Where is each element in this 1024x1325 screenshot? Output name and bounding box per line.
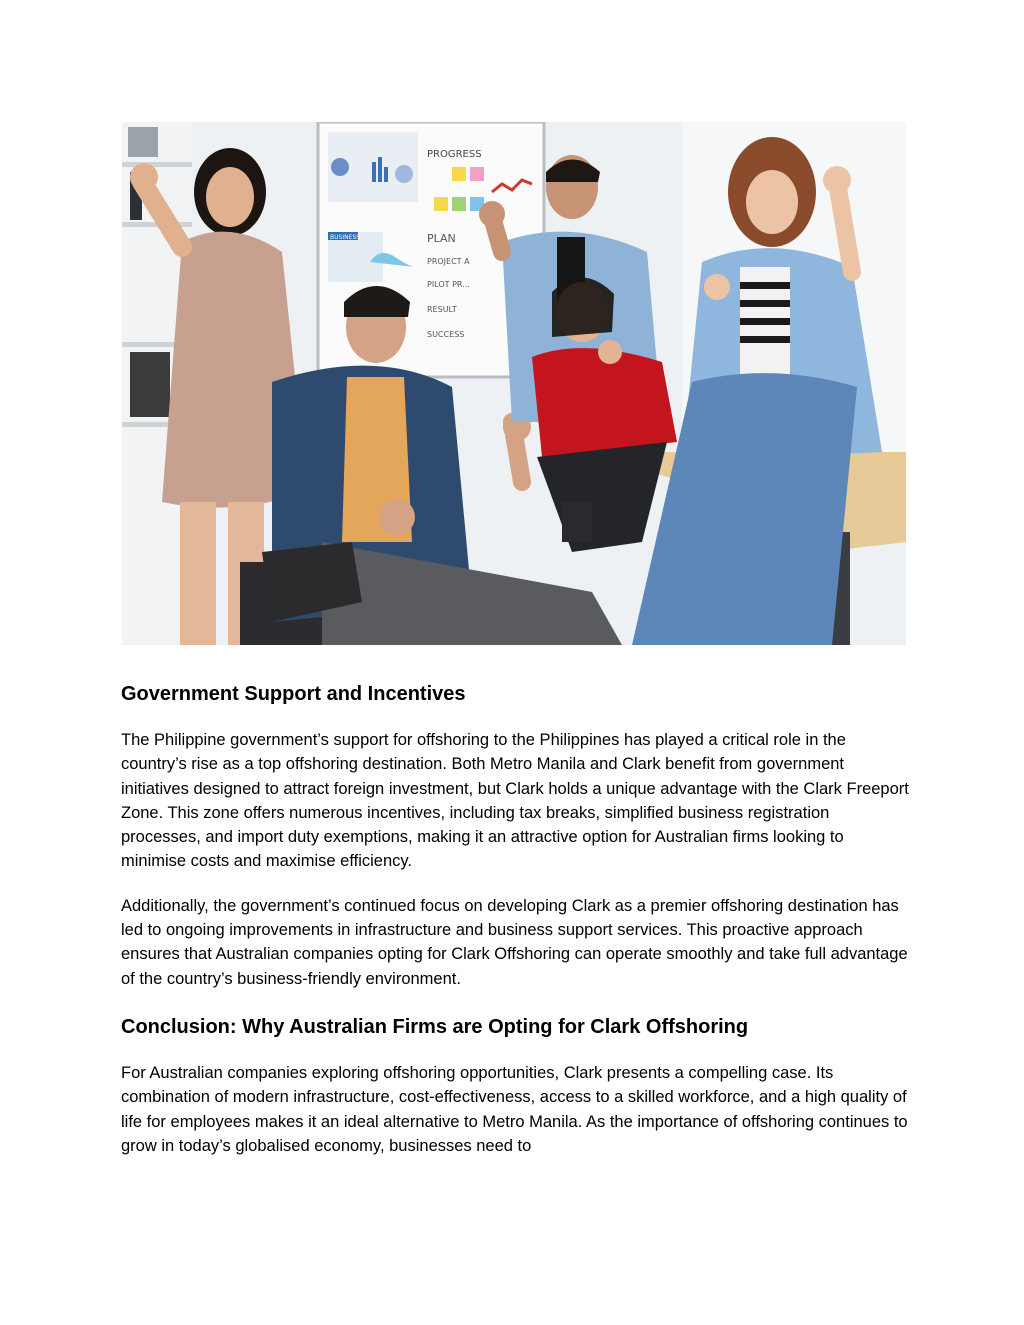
photo-illustration	[122, 122, 906, 645]
paragraph-government-support-2: Additionally, the government’s continued focus on developing Clark as a premier offshoring destination has led to ongoing improvements in infrastructure and business support services. This proactive approach ensures that Australian companies opting for Clark Offshoring can operate smoothly and take full advantage of the country’s business-friendly environment.	[121, 896, 908, 988]
whiteboard-business-text: BUSINESS	[330, 234, 360, 241]
whiteboard-progress-text: PROGRESS	[427, 149, 482, 160]
whiteboard-item-3: RESULT	[427, 305, 457, 314]
article-body	[121, 680, 911, 1158]
team-celebration-photo	[122, 122, 906, 645]
whiteboard-item-1: PROJECT A	[427, 257, 470, 266]
paragraph-conclusion-1: For Australian companies exploring offshoring opportunities, Clark presents a compelling case. Its combination of modern infrastructure, cost-effectiveness, access to a skilled workforce, and a high quality of life for employees makes it an ideal alternative to Metro Manila. As the importance of offshoring continues to grow in today’s globalised economy, businesses need to	[121, 1063, 908, 1155]
paragraph-government-support-1: The Philippine government’s support for offshoring to the Philippines has played a critical role in the country’s rise as a top offshoring destination. Both Metro Manila and Clark benefit from government initiatives designed to attract foreign investment, but Clark holds a unique advantage with the Clark Freeport Zone. This zone offers numerous incentives, including tax breaks, simplified business registration processes, and import duty exemptions, making it an attractive option for Australian firms looking to minimise costs and maximise efficiency.	[121, 731, 909, 871]
whiteboard-plan-text: PLAN	[427, 232, 456, 245]
whiteboard-item-2: PILOT PR...	[427, 280, 470, 289]
whiteboard-item-4: SUCCESS	[427, 330, 465, 339]
section-heading-conclusion: Conclusion: Why Australian Firms are Opting for Clark Offshoring	[121, 1015, 749, 1038]
section-heading-government-support: Government Support and Incentives	[121, 683, 466, 705]
